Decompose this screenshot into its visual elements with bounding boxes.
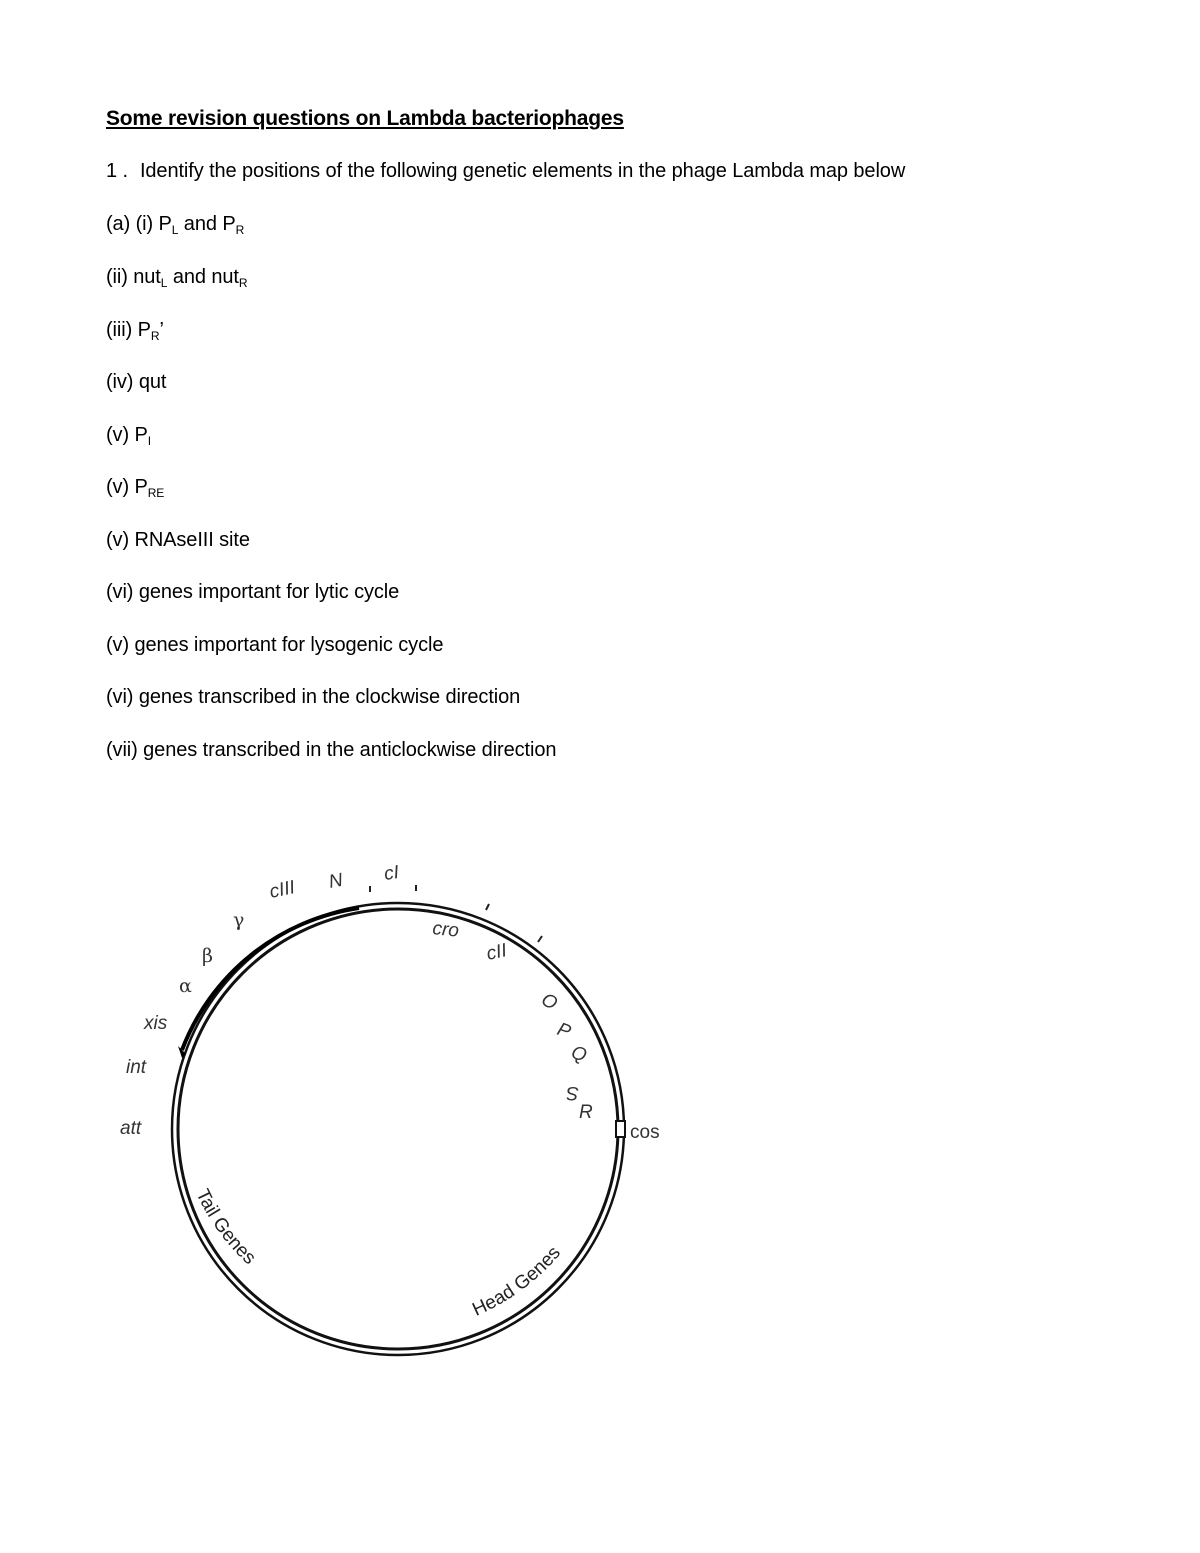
gene-label-O: O [537, 989, 561, 1015]
item-nut: (ii) nut$_L$ and nut$_R$ [106, 266, 248, 290]
tick-mark [486, 904, 489, 910]
item-pi: (v) $P_I$ [106, 424, 151, 448]
question-number: 1 . [106, 160, 128, 182]
item-pl-pr: (a) (i) $P_L$ and $P_R$ [106, 213, 245, 237]
head-genes-label: Head Genes [469, 1242, 565, 1321]
item-pre: (v) $P_{RE}$ [106, 476, 165, 500]
gene-label-alpha: α [179, 975, 192, 997]
gene-label-cI: cI [382, 862, 401, 885]
cos-site-box [616, 1121, 625, 1137]
gene-label-beta: β [202, 945, 213, 967]
tail-genes-label: Tail Genes [191, 1186, 260, 1269]
item-clockwise: (vi) genes transcribed in the clockwise direction [106, 686, 521, 708]
genome-outer-ring [172, 903, 624, 1355]
lambda-genome-map [104, 838, 696, 1358]
gene-label-cos: cos [630, 1122, 660, 1143]
gene-label-N: N [327, 869, 345, 893]
gene-label-gamma: γ [233, 909, 245, 931]
genome-inner-ring [178, 909, 618, 1349]
lambda-map-figure [104, 838, 696, 1358]
item-anticlockwise: (vii) genes transcribed in the anticlockwise direction [106, 739, 557, 761]
gene-label-R: R [579, 1102, 593, 1123]
gene-label-xis: xis [144, 1013, 168, 1034]
item-qut: (iv) qut [106, 371, 167, 393]
early-region-arc [182, 908, 359, 1050]
item-lysogenic: (v) genes important for lysogenic cycle [106, 634, 444, 656]
gene-label-cII: cII [484, 940, 509, 965]
tick-mark [538, 936, 542, 942]
item-rnaseiii: (v) RNAseIII site [106, 529, 250, 551]
gene-label-Q: Q [568, 1041, 590, 1067]
gene-label-att: att [120, 1118, 142, 1139]
question-1 [106, 160, 905, 183]
gene-label-P: P [554, 1018, 574, 1044]
gene-label-cro: cro [431, 918, 460, 942]
gene-label-int: int [126, 1057, 147, 1078]
item-pr-prime: (iii) $P_R$’ [106, 319, 164, 343]
gene-label-S: S [566, 1082, 579, 1103]
item-lytic: (vi) genes important for lytic cycle [106, 581, 400, 603]
page-title: Some revision questions on Lambda bacteriophages [106, 107, 624, 130]
gene-label-cIII: cIII [267, 877, 297, 903]
question-text: Identify the positions of the following genetic elements in the phage Lambda map below [139, 160, 906, 182]
